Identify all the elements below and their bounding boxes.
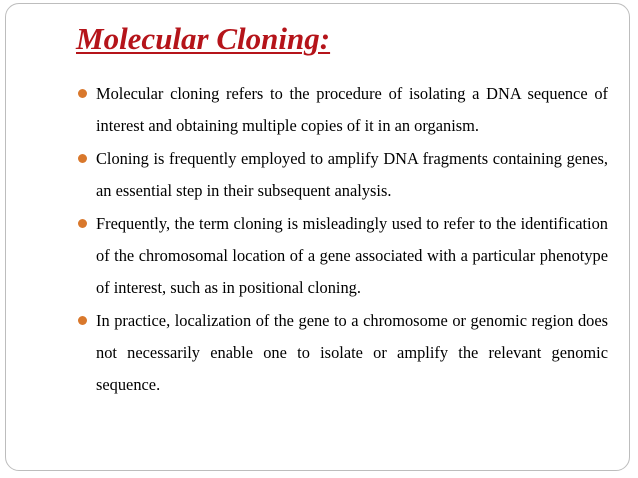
slide-frame (5, 3, 630, 471)
bullet-item (78, 143, 608, 207)
orange-dot-icon (78, 154, 87, 163)
orange-dot-icon (78, 316, 87, 325)
bullet-list (78, 78, 608, 402)
bullet-item (78, 208, 608, 304)
orange-dot-icon (78, 89, 87, 98)
bullet-text: Cloning is frequently employed to amplify DNA fragments containing genes, an essential step in their subsequent analysis. (96, 149, 608, 200)
bullet-item (78, 305, 608, 401)
orange-dot-icon (78, 219, 87, 228)
bullet-item (78, 78, 608, 142)
bullet-text: Frequently, the term cloning is misleadingly used to refer to the identification of the chromosomal location of a gene associated with a particular phenotype of interest, such as in positional cloning. (96, 214, 608, 297)
slide-title: Molecular Cloning: (76, 21, 331, 56)
bullet-text: Molecular cloning refers to the procedure of isolating a DNA sequence of interest and obtaining multiple copies of it in an organism. (96, 84, 608, 135)
bullet-text: In practice, localization of the gene to a chromosome or genomic region does not necessarily enable one to isolate or amplify the relevant genomic sequence. (96, 311, 608, 394)
